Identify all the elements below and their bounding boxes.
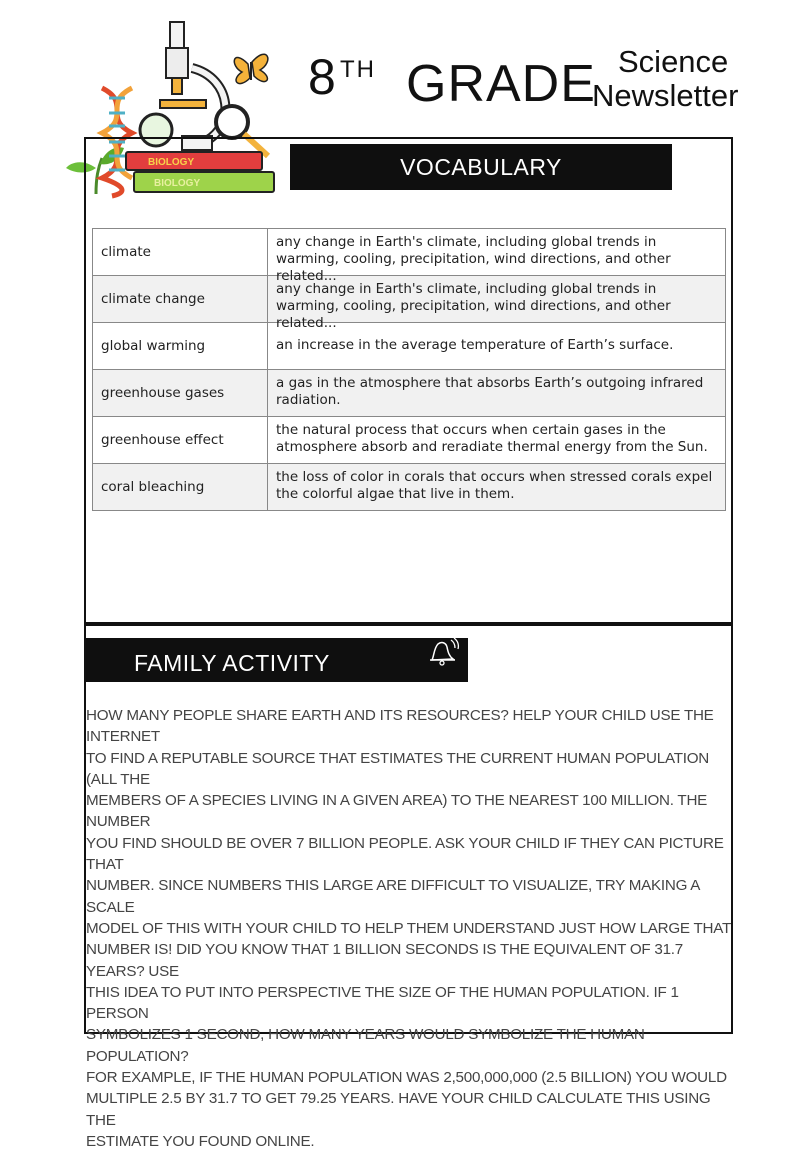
- activity-line: ESTIMATE YOU FOUND ONLINE.: [86, 1132, 315, 1150]
- grade-number: 8: [308, 49, 337, 105]
- activity-line: MEMBERS OF A SPECIES LIVING IN A GIVEN AREA) TO THE NEAREST 100 MILLION. THE NUMBER: [86, 792, 708, 831]
- activity-line: NUMBER IS! DID YOU KNOW THAT 1 BILLION SECONDS IS THE EQUIVALENT OF 31.7 YEARS? USE: [86, 941, 683, 980]
- vocab-term: greenhouse effect: [101, 432, 224, 448]
- activity-line: FOR EXAMPLE, IF THE HUMAN POPULATION WAS 2,500,000,000 (2.5 BILLION) YOU WOULD: [86, 1069, 727, 1087]
- vocab-definition: any change in Earth's climate, including global trends in warming, cooling, precipitation, wind directions, and other related...: [276, 281, 671, 331]
- bell-icon: [422, 636, 460, 666]
- activity-line: YOU FIND SHOULD BE OVER 7 BILLION PEOPLE. ASK YOUR CHILD IF THEY CAN PICTURE THAT: [86, 834, 724, 874]
- vocabulary-table: [92, 228, 726, 511]
- table-row: [93, 417, 726, 464]
- table-row: [93, 229, 726, 276]
- table-row: [93, 464, 726, 511]
- vocab-definition: any change in Earth's climate, including global trends in warming, cooling, precipitation, wind directions, and other related...: [276, 234, 671, 284]
- book-label: BIOLOGY: [148, 157, 195, 168]
- butterfly-icon: [234, 54, 268, 83]
- vocab-definition: an increase in the average temperature of Earth’s surface.: [276, 337, 674, 353]
- activity-line: MULTIPLE 2.5 BY 31.7 TO GET 79.25 YEARS. HAVE YOUR CHILD CALCULATE THIS USING THE: [86, 1090, 711, 1129]
- family-activity-text: [86, 705, 736, 1152]
- vocab-term: climate change: [101, 291, 205, 307]
- activity-line: SYMBOLIZES 1 SECOND, HOW MANY YEARS WOULD SYMBOLIZE THE HUMAN POPULATION?: [86, 1026, 645, 1065]
- vocab-term: greenhouse gases: [101, 385, 225, 401]
- book-label: BIOLOGY: [154, 178, 201, 189]
- activity-line: NUMBER. SINCE NUMBERS THIS LARGE ARE DIFFICULT TO VISUALIZE, TRY MAKING A SCALE: [86, 877, 700, 916]
- vocab-term: global warming: [101, 338, 206, 354]
- newsletter-subtitle-line1: Science: [618, 44, 729, 79]
- family-activity-heading: FAMILY ACTIVITY: [134, 650, 330, 676]
- vocabulary-heading: VOCABULARY: [290, 144, 672, 190]
- table-row: [93, 276, 726, 323]
- vocab-definition: a gas in the atmosphere that absorbs Earth’s outgoing infrared radiation.: [276, 375, 704, 408]
- newsletter-subtitle-line2: Newsletter: [592, 78, 739, 113]
- activity-line: THIS IDEA TO PUT INTO PERSPECTIVE THE SIZE OF THE HUMAN POPULATION. IF 1 PERSON: [86, 983, 679, 1023]
- vocab-term: coral bleaching: [101, 479, 205, 495]
- activity-line: HOW MANY PEOPLE SHARE EARTH AND ITS RESOURCES? HELP YOUR CHILD USE THE INTERNET: [86, 707, 714, 746]
- vocab-definition: the natural process that occurs when certain gases in the atmosphere absorb and reradiate thermal energy from the Sun.: [276, 422, 708, 455]
- table-row: [93, 370, 726, 417]
- grade-suffix: TH: [340, 56, 376, 83]
- vocab-term: climate: [101, 244, 151, 260]
- activity-line: MODEL OF THIS WITH YOUR CHILD TO HELP THEM UNDERSTAND JUST HOW LARGE THAT: [86, 919, 732, 937]
- table-row: [93, 323, 726, 370]
- vocab-definition: the loss of color in corals that occurs when stressed corals expel the colorful algae that live in them.: [276, 469, 713, 502]
- activity-line: TO FIND A REPUTABLE SOURCE THAT ESTIMATES THE CURRENT HUMAN POPULATION (ALL THE: [86, 749, 710, 788]
- family-activity-heading-bar: [86, 638, 468, 682]
- grade-word: GRADE: [406, 55, 596, 113]
